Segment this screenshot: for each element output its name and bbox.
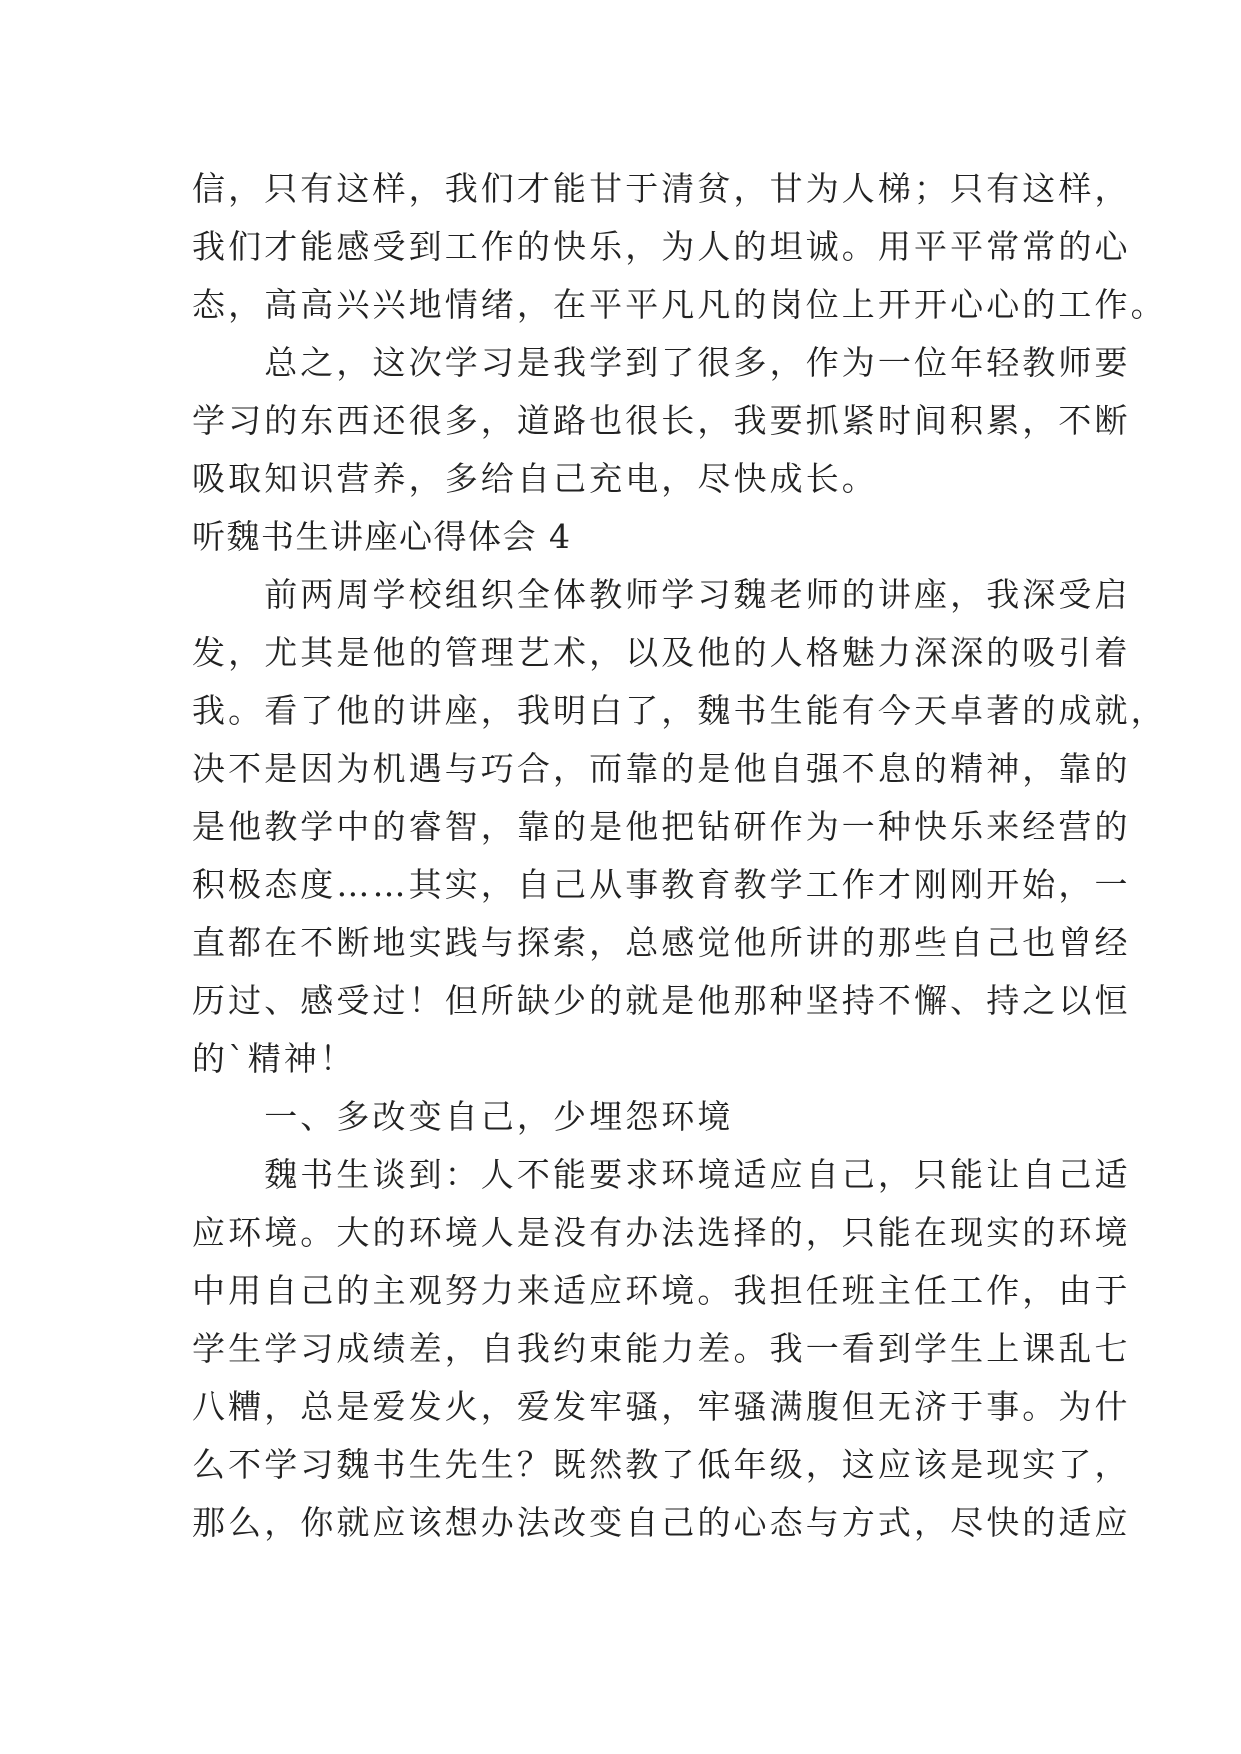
text-line: 总之，这次学习是我学到了很多，作为一位年轻教师要 [192,343,1131,382]
subheading: 一、多改变自己，少埋怨环境 [192,1097,734,1136]
text-line: 前两周学校组织全体教师学习魏老师的讲座，我深受启 [192,575,1131,614]
text-line: 信，只有这样，我们才能甘于清贫，甘为人梯；只有这样， [192,169,1131,208]
text-line: 积极态度……其实，自己从事教育教学工作才刚刚开始，一 [192,865,1131,904]
text-line: 魏书生谈到：人不能要求环境适应自己，只能让自己适 [192,1155,1131,1194]
text-line: 学生学习成绩差，自我约束能力差。我一看到学生上课乱七 [192,1329,1131,1368]
text-line: 八糟，总是爱发火，爱发牢骚，牢骚满腹但无济于事。为什 [192,1387,1131,1426]
text-line: 决不是因为机遇与巧合，而靠的是他自强不息的精神，靠的 [192,749,1131,788]
text-line: 直都在不断地实践与探索，总感觉他所讲的那些自己也曾经 [192,923,1131,962]
text-line: 吸取知识营养，多给自己充电，尽快成长。 [192,459,878,498]
text-line: 我们才能感受到工作的快乐，为人的坦诚。用平平常常的心 [192,227,1131,266]
text-line: 么不学习魏书生先生？既然教了低年级，这应该是现实了， [192,1445,1131,1484]
text-line: 我。看了他的讲座，我明白了，魏书生能有今天卓著的成就， [192,691,1167,730]
text-line: 中用自己的主观努力来适应环境。我担任班主任工作，由于 [192,1271,1131,1310]
section-title: 听魏书生讲座心得体会 4 [192,517,572,556]
text-line: 的`精神！ [192,1039,356,1078]
text-line: 那么，你就应该想办法改变自己的心态与方式，尽快的适应 [192,1503,1131,1542]
text-line: 应环境。大的环境人是没有办法选择的，只能在现实的环境 [192,1213,1131,1252]
text-line: 历过、感受过！但所缺少的就是他那种坚持不懈、持之以恒 [192,981,1131,1020]
text-line: 发，尤其是他的管理艺术，以及他的人格魅力深深的吸引着 [192,633,1131,672]
text-line: 学习的东西还很多，道路也很长，我要抓紧时间积累，不断 [192,401,1131,440]
text-line: 是他教学中的睿智，靠的是他把钻研作为一种快乐来经营的 [192,807,1131,846]
text-line: 态，高高兴兴地情绪，在平平凡凡的岗位上开开心心的工作。 [192,285,1167,324]
